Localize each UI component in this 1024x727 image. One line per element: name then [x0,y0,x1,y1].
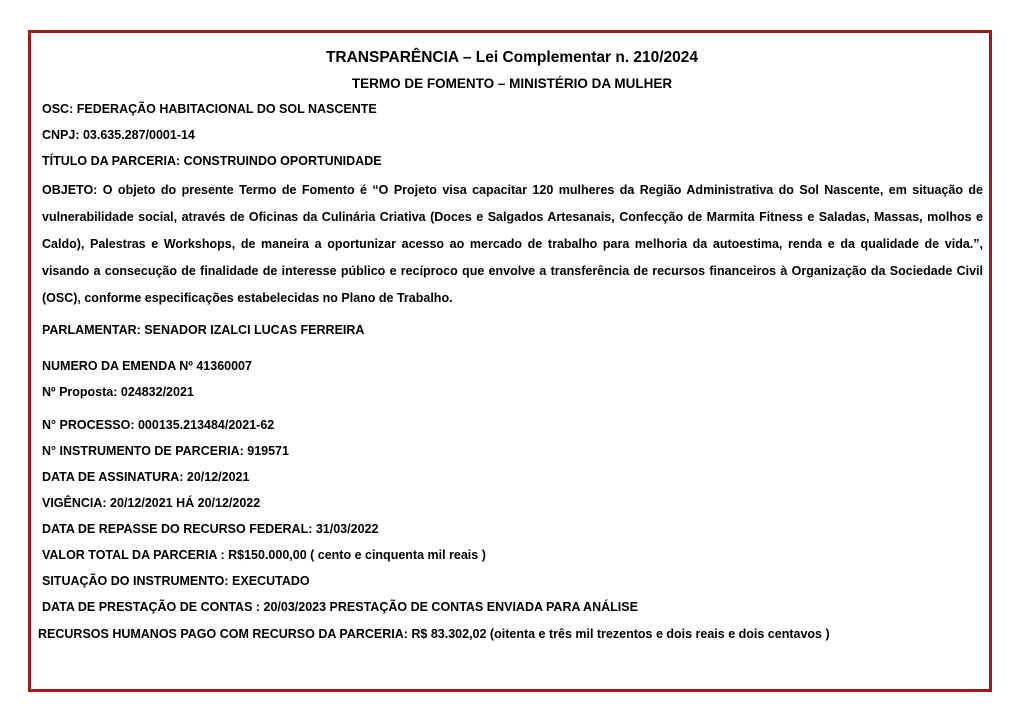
titulo-line: TÍTULO DA PARCERIA: CONSTRUINDO OPORTUNIDADE [42,154,382,168]
prestacao-line: DATA DE PRESTAÇÃO DE CONTAS : 20/03/2023 PRESTAÇÃO DE CONTAS ENVIADA PARA ANÁLISE [42,600,638,614]
proposta-line: Nº Proposta: 024832/2021 [42,385,194,399]
document-title: TRANSPARÊNCIA – Lei Complementar n. 210/2024 [325,49,699,66]
osc-line: OSC: FEDERAÇÃO HABITACIONAL DO SOL NASCENTE [42,102,377,116]
repasse-line: DATA DE REPASSE DO RECURSO FEDERAL: 31/03/2022 [42,522,379,536]
instrumento-line: N° INSTRUMENTO DE PARCERIA: 919571 [42,444,289,458]
parlamentar-line: PARLAMENTAR: SENADOR IZALCI LUCAS FERREIRA [42,323,365,337]
document-subtitle: TERMO DE FOMENTO – MINISTÉRIO DA MULHER [351,76,673,91]
valor-line: VALOR TOTAL DA PARCERIA : R$150.000,00 ( cento e cinquenta mil reais ) [42,548,486,562]
emenda-line: NUMERO DA EMENDA Nº 41360007 [42,359,252,373]
vigencia-line: VIGÊNCIA: 20/12/2021 HÁ 20/12/2022 [42,496,261,510]
assinatura-line: DATA DE ASSINATURA: 20/12/2021 [42,470,250,484]
objeto-paragraph: OBJETO: O objeto do presente Termo de Fomento é “O Projeto visa capacitar 120 mulheres da Região Administrativa do Sol Nascente, em situação de vulnerabilidade social, através de Oficinas da Culinária Criativa (Doces e Salgados Artesanais, Confecção de Marmita Fitness e Saladas, Massas, molhos e Caldo), Palestras e Workshops, de maneira a oportunizar acesso ao mercado de trabalho para melhoria da autoestima, renda e da qualidade de vida.”, visando a consecução de finalidade de interesse público e recíproco que envolve a transferência de recursos financeiros à Organização da Sociedade Civil (OSC), conforme especificações estabelecidas no Plano de Trabalho. [42,183,983,305]
processo-line: N° PROCESSO: 000135.213484/2021-62 [42,418,275,432]
cnpj-line: CNPJ: 03.635.287/0001-14 [42,128,195,142]
situacao-line: SITUAÇÃO DO INSTRUMENTO: EXECUTADO [42,574,310,588]
recursos-humanos-line: RECURSOS HUMANOS PAGO COM RECURSO DA PARCERIA: R$ 83.302,02 (oitenta e três mil trezentos e dois reais e dois centavos ) [38,627,830,641]
